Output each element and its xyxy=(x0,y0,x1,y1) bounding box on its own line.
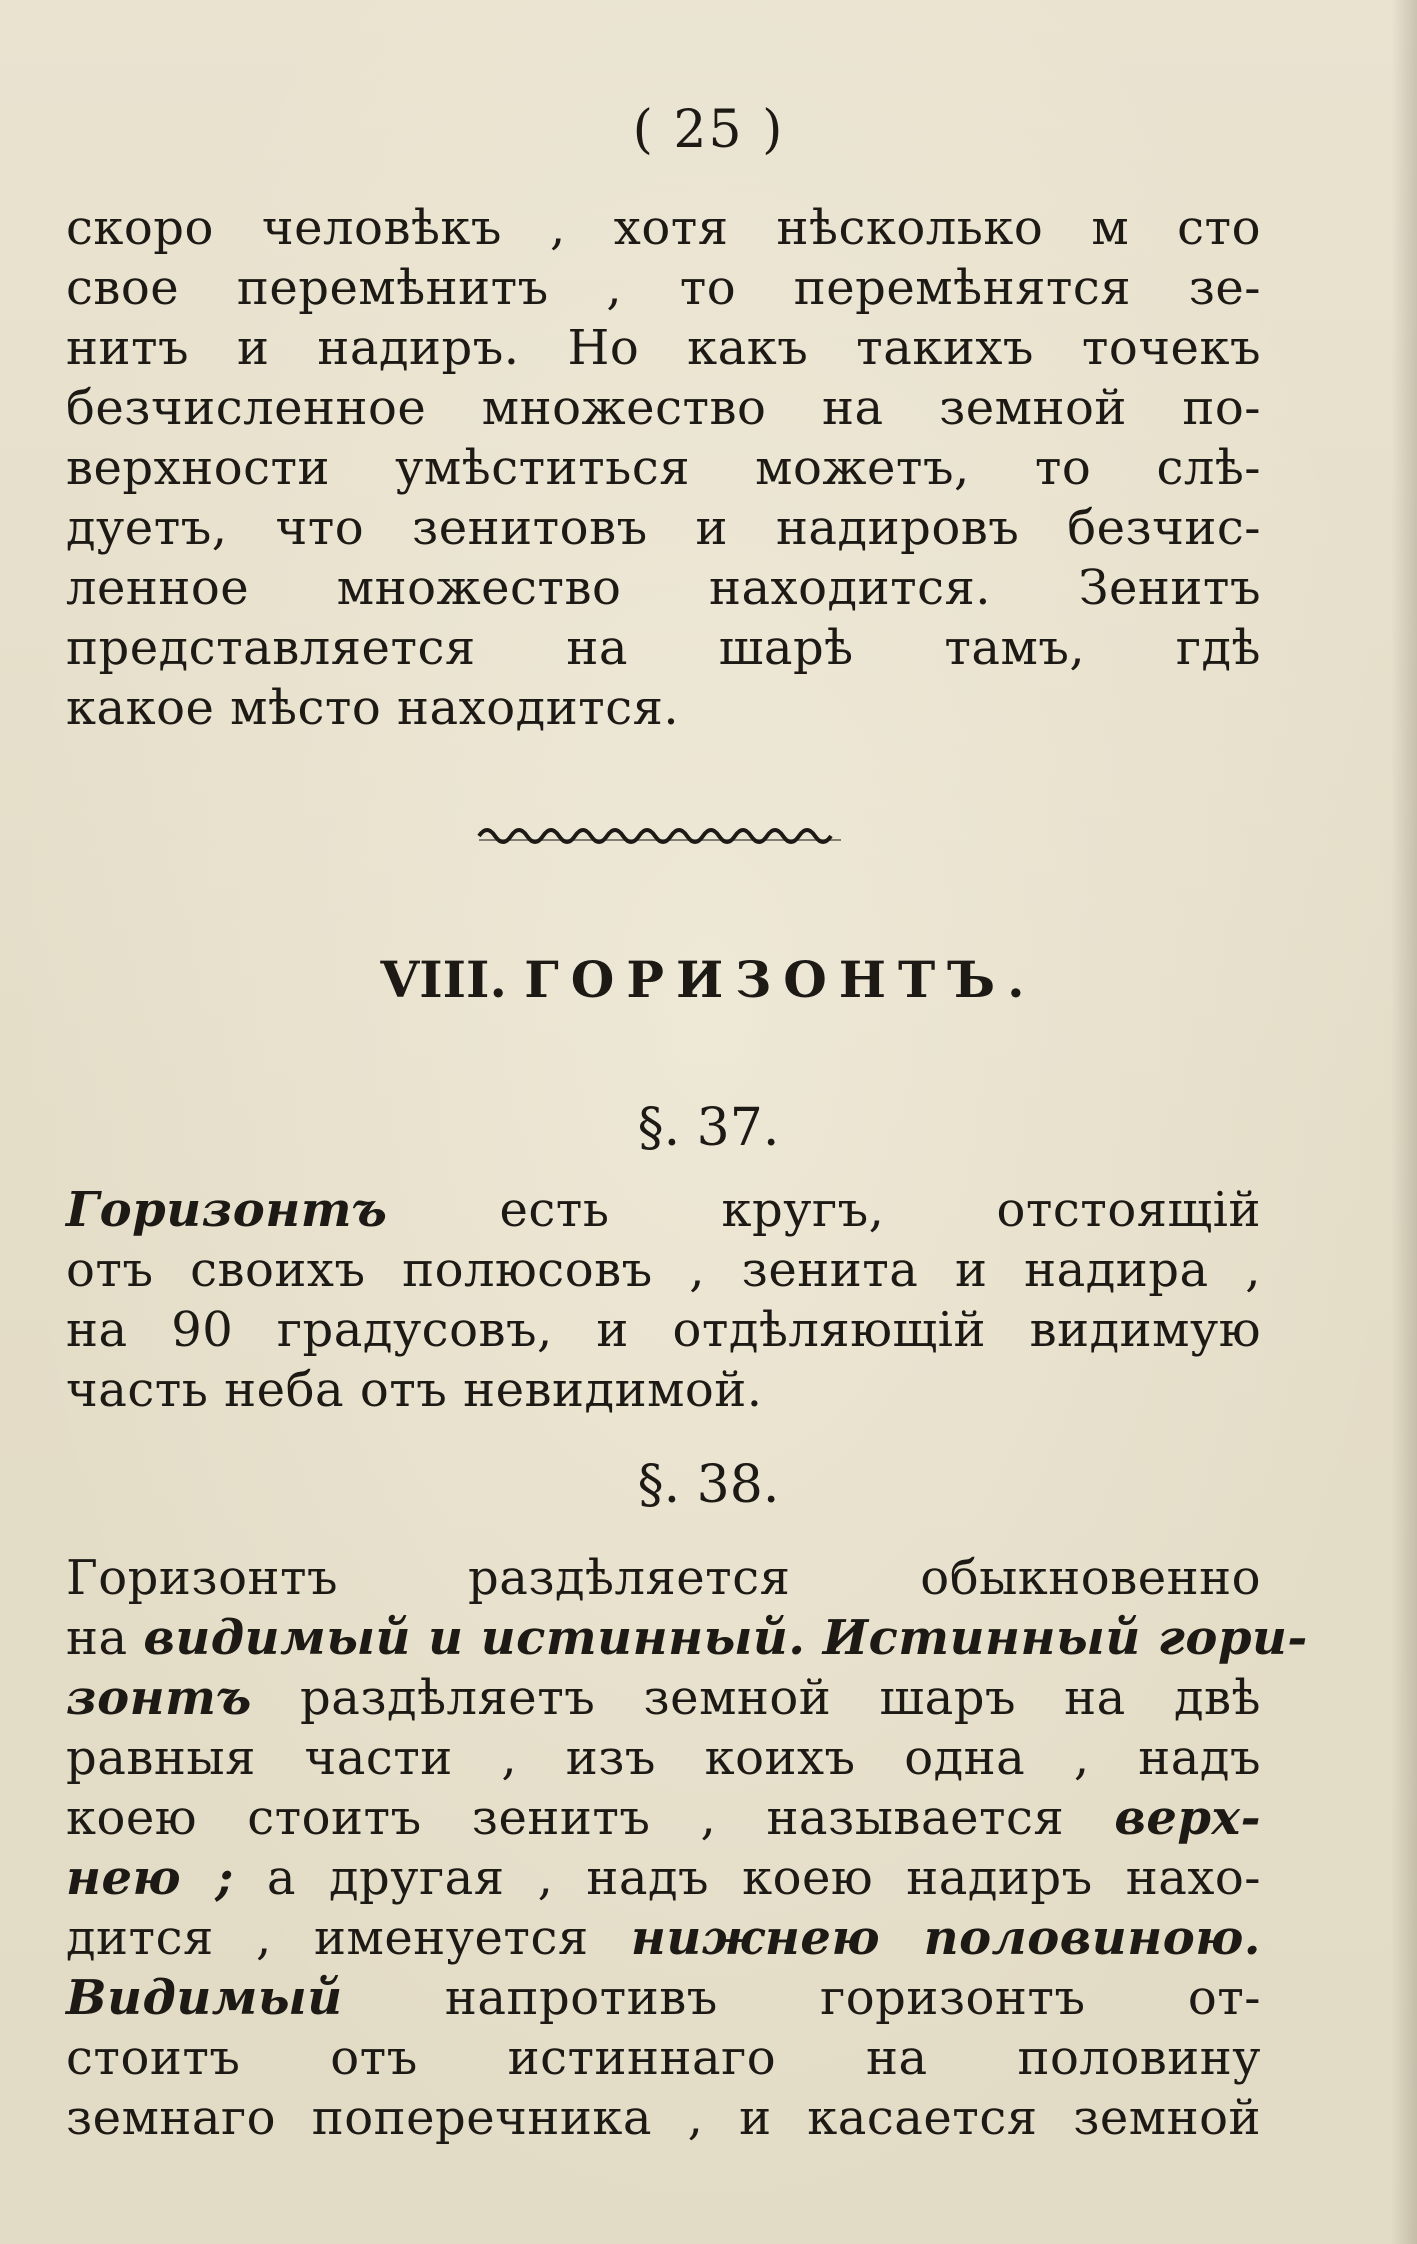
text-run: на xyxy=(66,1610,144,1666)
text-run: есть кругъ, отстоящій xyxy=(387,1182,1261,1238)
text-line xyxy=(66,1968,1261,2028)
text-line xyxy=(66,1848,1261,1908)
text-line: равныя части , изъ коихъ одна , надъ xyxy=(66,1730,1261,1786)
term-italic: Горизонтъ xyxy=(66,1182,388,1238)
text-line: свое перемѣнитъ , то перемѣнятся зе- xyxy=(66,260,1261,316)
text-run: коею стоитъ зенитъ , называется xyxy=(66,1790,1115,1846)
text-run: а другая , надъ коею надиръ нахо- xyxy=(233,1850,1262,1906)
text-line: Горизонтъ раздѣляется обыкновенно xyxy=(66,1550,1261,1606)
text-line: часть неба отъ невидимой. xyxy=(66,1362,763,1418)
term-italic: Видимый xyxy=(66,1970,343,2026)
text-line: на 90 градусовъ, и отдѣляющій видимую xyxy=(66,1302,1261,1358)
chapter-heading xyxy=(0,950,1417,1009)
text-line: отъ своихъ полюсовъ , зенита и надира , xyxy=(66,1242,1261,1298)
term-italic: верх- xyxy=(1114,1790,1261,1846)
chapter-numeral: VIII. xyxy=(380,950,507,1009)
term-italic: нижнею половиною. xyxy=(630,1910,1261,1966)
section-mark: §. 38. xyxy=(637,1455,780,1515)
text-line: безчисленное множество на земной по- xyxy=(66,380,1261,436)
term-italic: нею ; xyxy=(66,1850,234,1906)
term-italic: видимый и истинный. Истинный гори- xyxy=(143,1610,1308,1666)
text-line: нитъ и надиръ. Но какъ такихъ точекъ xyxy=(66,320,1261,376)
text-line: земнаго поперечника , и касается земной xyxy=(66,2090,1261,2146)
chapter-title: ГОРИЗОНТЪ. xyxy=(524,950,1037,1009)
text-line: ленное множество находится. Зенитъ xyxy=(66,560,1261,616)
text-line: стоитъ отъ истиннаго на половину xyxy=(66,2030,1261,2086)
text-line xyxy=(66,1788,1261,1848)
text-line: какое мѣсто находится. xyxy=(66,680,680,736)
text-line xyxy=(66,1668,1261,1728)
section-mark: §. 37. xyxy=(637,1098,780,1158)
term-italic: зонтъ xyxy=(66,1670,252,1726)
text-line: верхности умѣститься можетъ, то слѣ- xyxy=(66,440,1261,496)
page-number: ( 25 ) xyxy=(632,100,785,160)
text-line: скоро человѣкъ , хотя нѣсколько м сто xyxy=(66,200,1261,256)
text-run: напротивъ горизонтъ от- xyxy=(342,1970,1261,2026)
text-line xyxy=(66,1908,1261,1968)
text-line: дуетъ, что зенитовъ и надировъ безчис- xyxy=(66,500,1261,556)
ornament-divider xyxy=(475,818,845,848)
text-run: раздѣляетъ земной шаръ на двѣ xyxy=(251,1670,1261,1726)
text-line xyxy=(66,1608,1308,1668)
text-line xyxy=(66,1180,1261,1240)
text-line: представляется на шарѣ тамъ, гдѣ xyxy=(66,620,1261,676)
text-run: дится , именуется xyxy=(66,1910,631,1966)
